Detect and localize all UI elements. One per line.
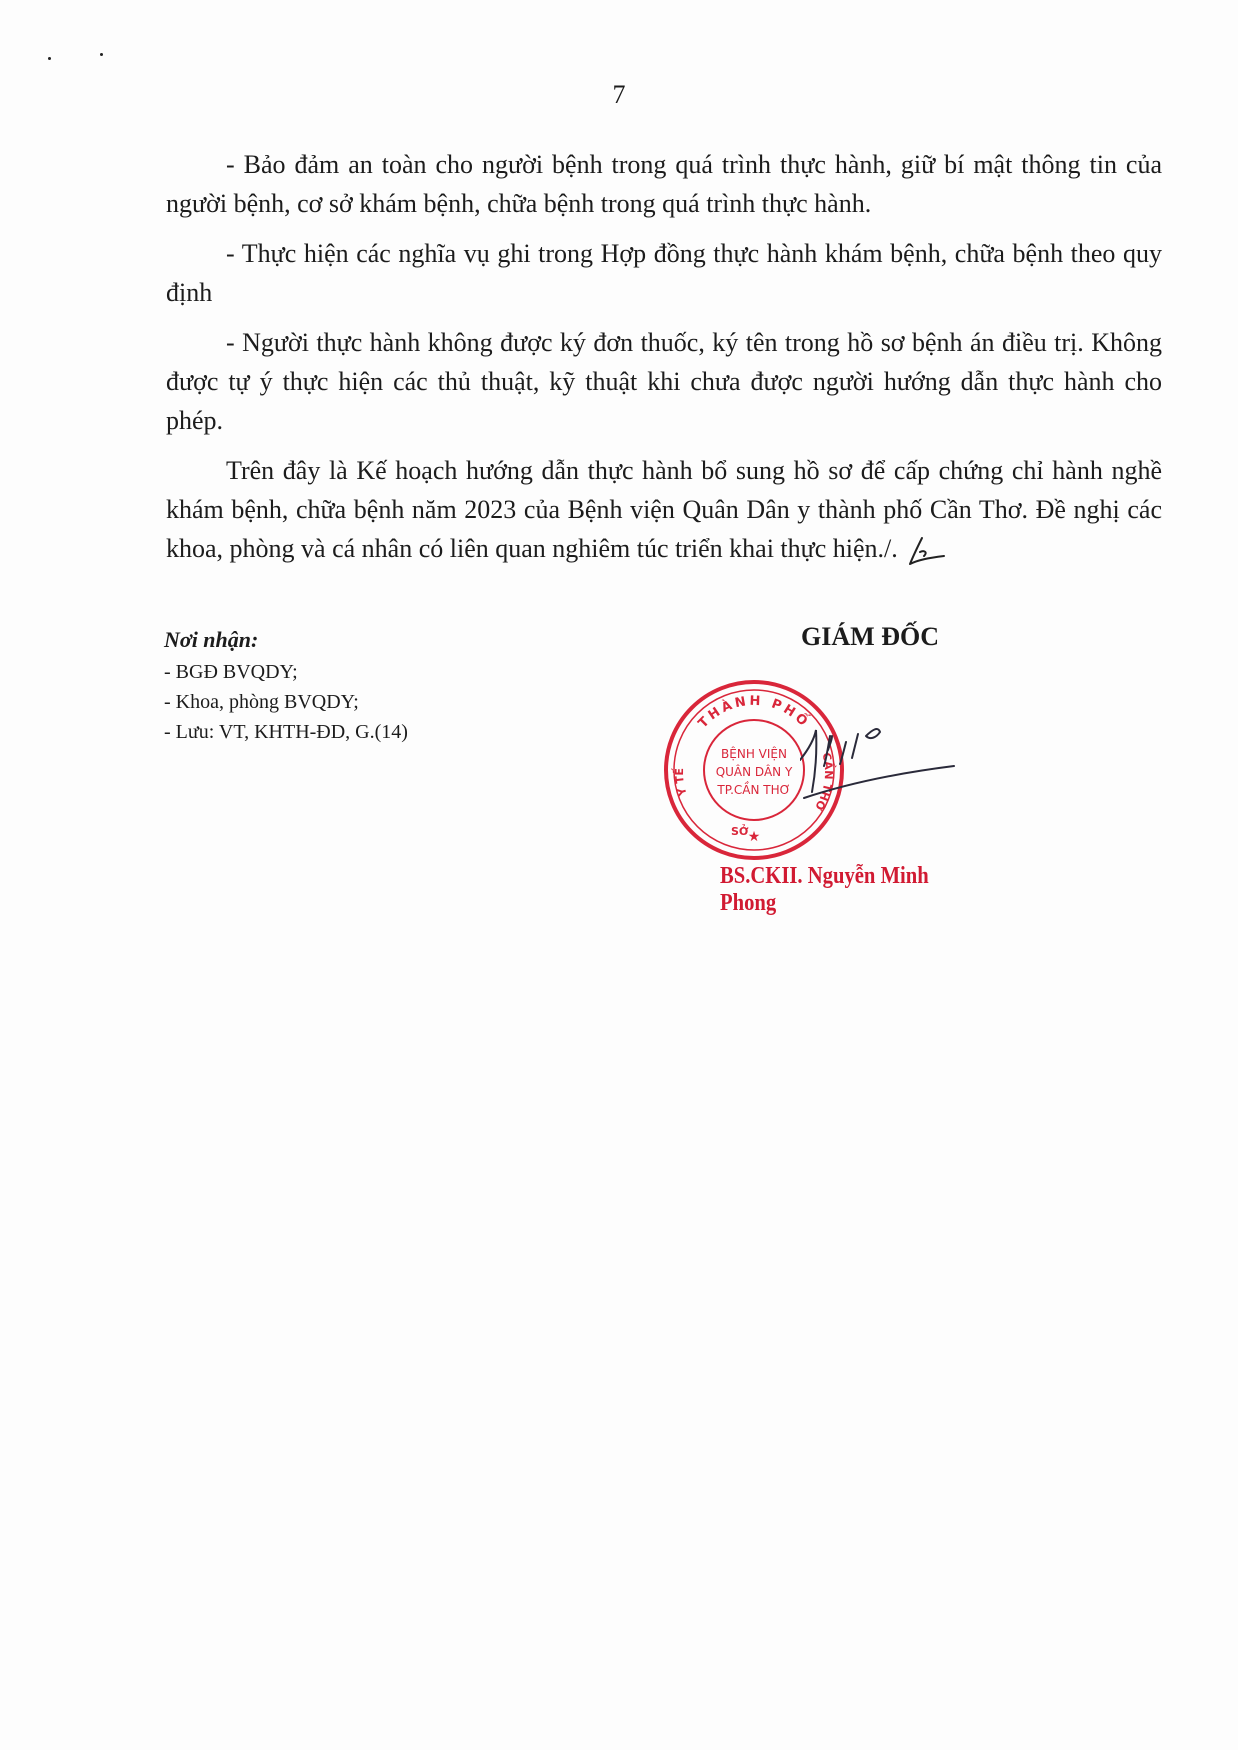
recipient-item: - Lưu: VT, KHTH-ĐD, G.(14)	[164, 721, 408, 743]
paragraph-prescription-restriction: - Người thực hành không được ký đơn thuốc, ký tên trong hồ sơ bệnh án điều trị. Không được tự ý thực hiện các thủ thuật, kỹ thuật khi chưa được người hướng dẫn thực hành cho phép.	[166, 328, 1162, 435]
svg-text:THÀNH PHỐ: THÀNH PHỐ	[695, 693, 813, 732]
svg-text:BỆNH VIỆN: BỆNH VIỆN	[721, 747, 787, 761]
initial-mark-icon	[904, 534, 950, 568]
paragraph-conclusion	[166, 451, 1162, 568]
recipient-item: - BGĐ BVQDY;	[164, 661, 298, 683]
handwritten-signature	[800, 700, 960, 820]
signer-title: GIÁM ĐỐC	[801, 622, 939, 651]
recipient-item: - Khoa, phòng BVQDY;	[164, 691, 359, 713]
paragraph-contract-obligations: - Thực hiện các nghĩa vụ ghi trong Hợp đồng thực hành khám bệnh, chữa bệnh theo quy định	[166, 239, 1162, 307]
svg-text:CẦN THƠ: CẦN THƠ	[812, 751, 836, 813]
paragraph-conclusion-text: Trên đây là Kế hoạch hướng dẫn thực hành bổ sung hồ sơ để cấp chứng chỉ hành nghề khám bệnh, chữa bệnh năm 2023 của Bệnh viện Quân Dân y thành phố Cần Thơ. Đề nghị các khoa, phòng và cá nhân có liên quan nghiêm túc triển khai thực hiện./.	[166, 456, 1162, 563]
page-number: 7	[612, 80, 626, 109]
svg-text:Y TẾ: Y TẾ	[672, 767, 690, 798]
paragraph-patient-safety: - Bảo đảm an toàn cho người bệnh trong quá trình thực hành, giữ bí mật thông tin của người bệnh, cơ sở khám bệnh, chữa bệnh trong quá trình thực hành.	[166, 150, 1162, 218]
svg-text:SỞ: SỞ	[731, 825, 749, 838]
recipients-title: Nơi nhận:	[164, 627, 259, 652]
scan-speck	[48, 57, 51, 60]
signer-name: BS.CKII. Nguyễn Minh Phong	[720, 863, 929, 916]
recipients-block	[164, 625, 584, 747]
svg-text:TP.CẦN THƠ: TP.CẦN THƠ	[717, 783, 791, 797]
svg-text:★: ★	[747, 829, 761, 845]
svg-text:QUÂN DÂN Y: QUÂN DÂN Y	[715, 765, 793, 779]
scan-speck	[100, 53, 103, 56]
